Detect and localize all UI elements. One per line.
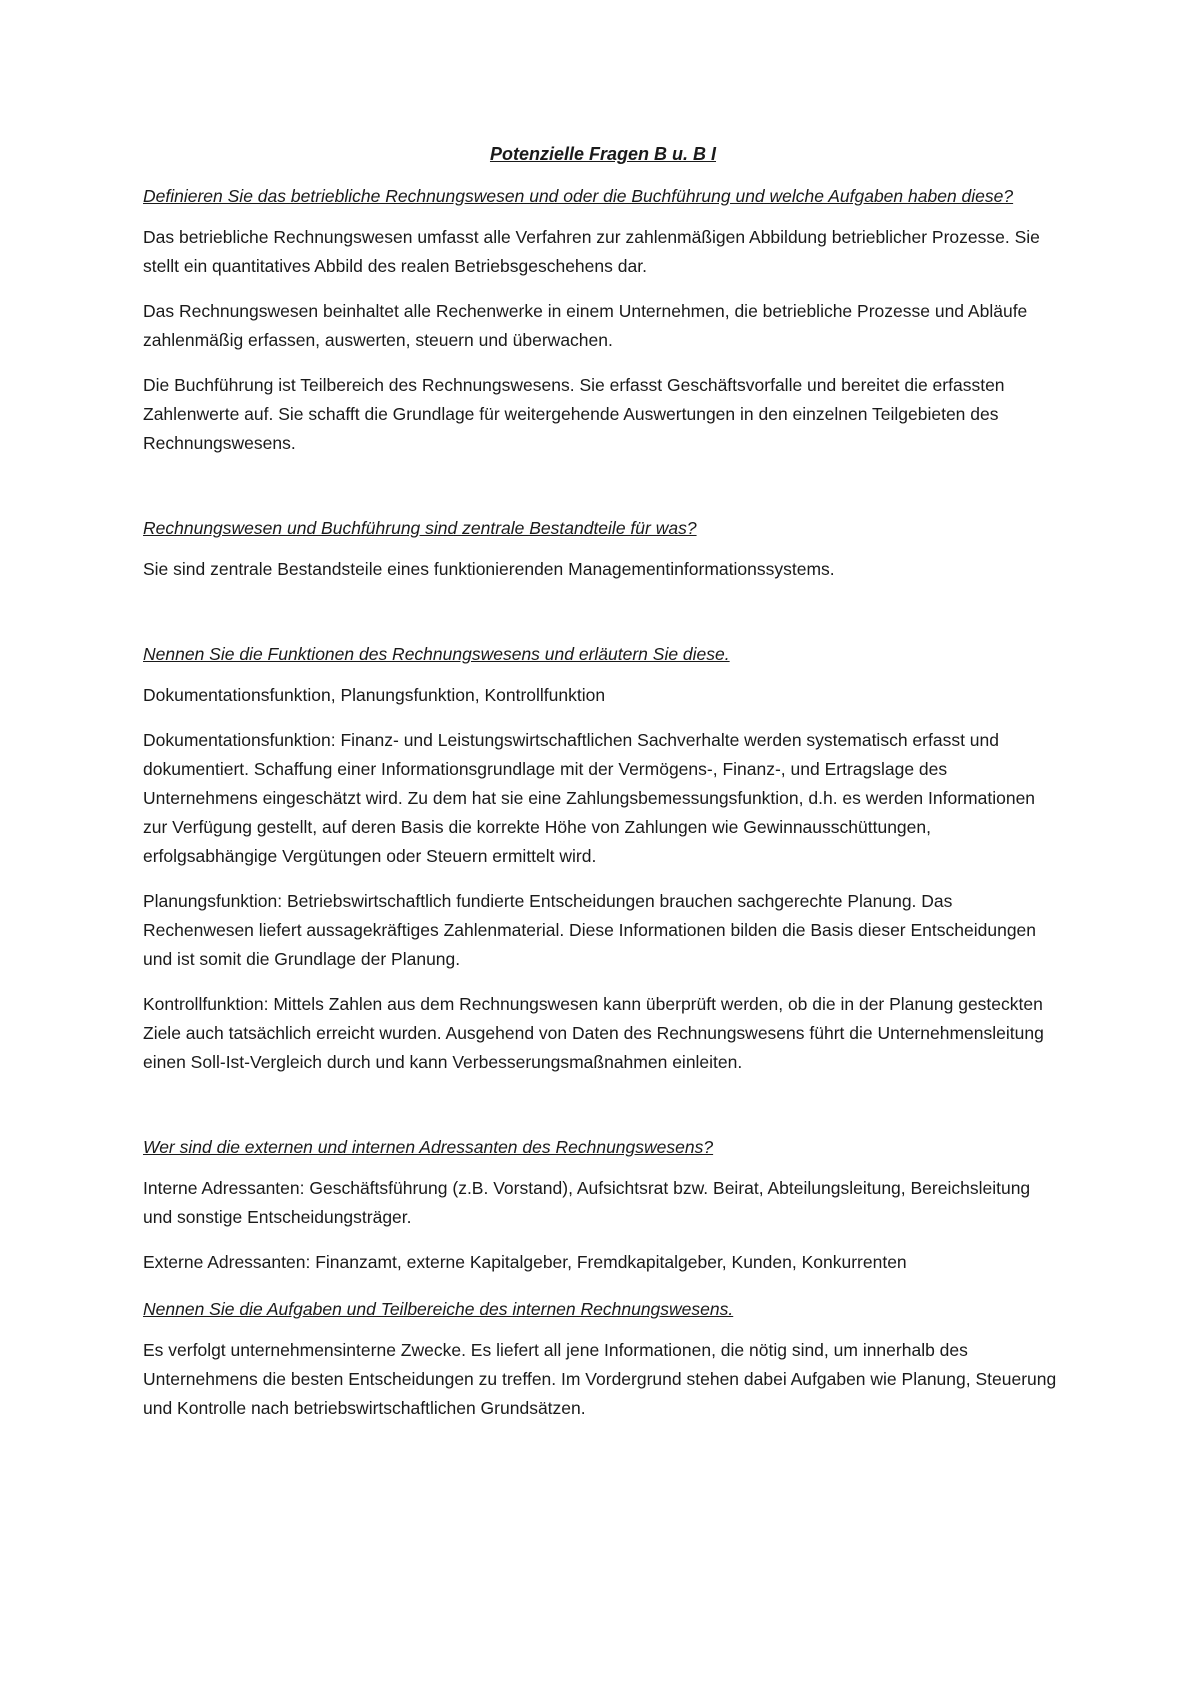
section-definition — [143, 182, 1063, 458]
section-spacer — [143, 600, 1063, 640]
answer-paragraph: Dokumentationsfunktion, Planungsfunktion, Kontrollfunktion — [143, 685, 606, 705]
section-functions — [143, 640, 1063, 1077]
answer-paragraph: Planungsfunktion: Betriebswirtschaftlich fundierte Entscheidungen brauchen sachgerechte Planung. Das Rechenwesen liefert aussagekräftiges Zahlenmaterial. Diese Informationen bilden die Basis dieser Entscheidungen und ist somit die Grundlage der Planung. — [143, 891, 1037, 969]
answer-paragraph: Dokumentationsfunktion: Finanz- und Leistungswirtschaftlichen Sachverhalte werden systematisch erfasst und dokumentiert. Schaffung einer Informationsgrundlage mit der Vermögens-, Finanz-, und Ertragslage des Unternehmens eingeschätzt wird. Zu dem hat sie eine Zahlungsbemessungsfunktion, d.h. es werden Informationen zur Verfügung gestellt, auf deren Basis die korrekte Höhe von Zahlungen wie Gewinnausschüttungen, erfolgsabhängige Vergütungen oder Steuern ermittelt wird. — [143, 730, 1036, 866]
document-page — [143, 140, 1063, 1439]
answer-paragraph: Kontrollfunktion: Mittels Zahlen aus dem Rechnungswesen kann überprüft werden, ob die in der Planung gesteckten Ziele auch tatsächlich erreicht wurden. Ausgehend von Daten des Rechnungswesens führt die Unternehmensleitung einen Soll-Ist-Vergleich durch und kann Verbesserungsmaßnahmen einleiten. — [143, 994, 1044, 1072]
answer-paragraph: Das Rechnungswesen beinhaltet alle Rechenwerke in einem Unternehmen, die betriebliche Prozesse und Abläufe zahlenmäßig erfassen, auswerten, steuern und überwachen. — [143, 301, 1028, 350]
section-addressees — [143, 1133, 1063, 1277]
question-heading: Rechnungswesen und Buchführung sind zentrale Bestandteile für was? — [143, 518, 697, 538]
section-spacer — [143, 1093, 1063, 1133]
answer-paragraph: Sie sind zentrale Bestandsteile eines funktionierenden Managementinformationssystems. — [143, 559, 835, 579]
question-heading: Nennen Sie die Funktionen des Rechnungswesens und erläutern Sie diese. — [143, 644, 730, 664]
question-heading: Wer sind die externen und internen Adressanten des Rechnungswesens? — [143, 1137, 714, 1157]
answer-paragraph: Interne Adressanten: Geschäftsführung (z.B. Vorstand), Aufsichtsrat bzw. Beirat, Abteilungsleitung, Bereichsleitung und sonstige Entscheidungsträger. — [143, 1178, 1031, 1227]
answer-paragraph: Es verfolgt unternehmensinterne Zwecke. Es liefert all jene Informationen, die nötig sind, um innerhalb des Unternehmens die besten Entscheidungen zu treffen. Im Vordergrund stehen dabei Aufgaben wie Planung, Steuerung und Kontrolle nach betriebswirtschaftlichen Grundsätzen. — [143, 1340, 1057, 1418]
question-heading: Nennen Sie die Aufgaben und Teilbereiche des internen Rechnungswesens. — [143, 1299, 734, 1319]
question-heading: Definieren Sie das betriebliche Rechnungswesen und oder die Buchführung und welche Aufgaben haben diese? — [143, 186, 1014, 206]
answer-paragraph: Das betriebliche Rechnungswesen umfasst alle Verfahren zur zahlenmäßigen Abbildung betrieblicher Prozesse. Sie stellt ein quantitatives Abbild des realen Betriebsgeschehens dar. — [143, 227, 1040, 276]
section-spacer — [143, 474, 1063, 514]
document-title: Potenzielle Fragen B u. B I — [489, 144, 717, 164]
answer-paragraph: Die Buchführung ist Teilbereich des Rechnungswesens. Sie erfasst Geschäftsvorfalle und bereitet die erfassten Zahlenwerte auf. Sie schafft die Grundlage für weitergehende Auswertungen in den einzelnen Teilgebieten des Rechnungswesens. — [143, 375, 1005, 453]
answer-paragraph: Externe Adressanten: Finanzamt, externe Kapitalgeber, Fremdkapitalgeber, Kunden, Konkurrenten — [143, 1252, 907, 1272]
section-internal-accounting — [143, 1295, 1063, 1423]
section-central-components — [143, 514, 1063, 584]
